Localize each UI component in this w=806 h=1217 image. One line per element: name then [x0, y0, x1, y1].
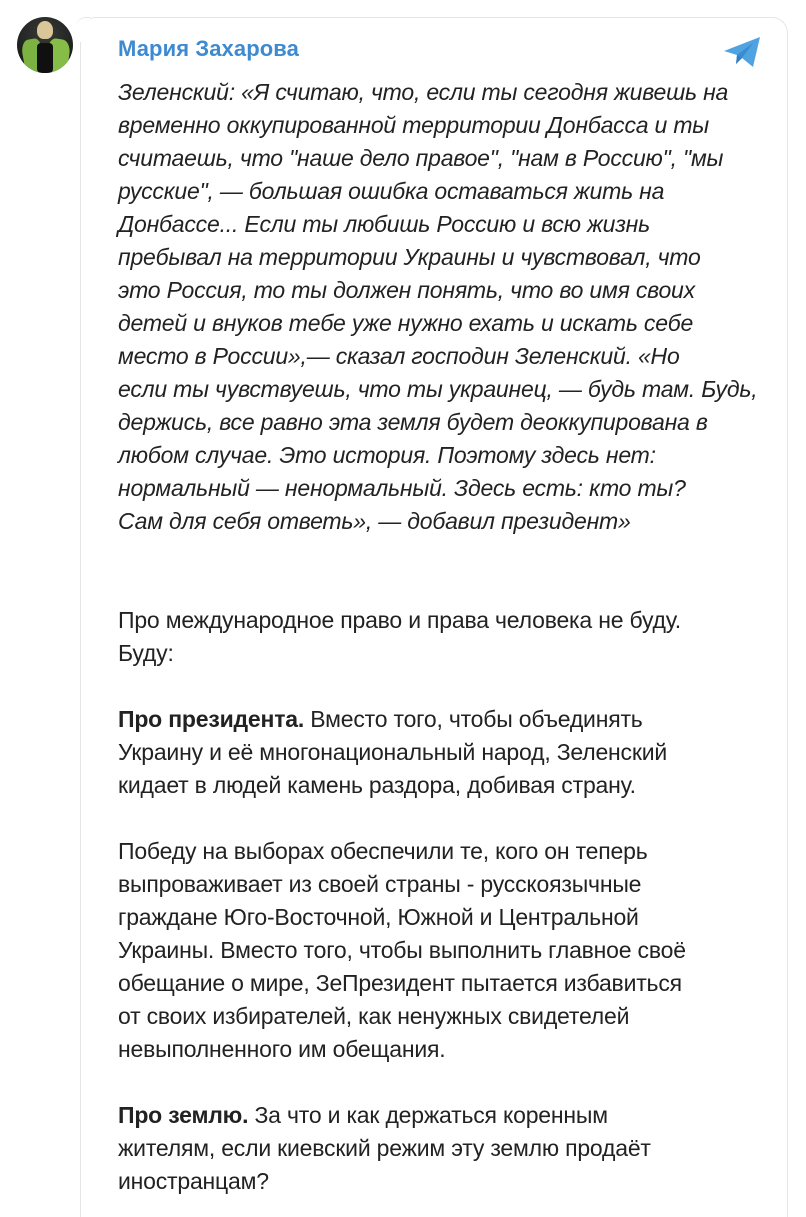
land-paragraph — [118, 1099, 778, 1198]
text-line: Про международное право и права человека не буду. — [118, 607, 681, 633]
spacer — [118, 802, 778, 835]
text-line: иностранцам? — [118, 1168, 269, 1194]
text-line: от своих избирателей, как ненужных свидетелей — [118, 1003, 630, 1029]
election-paragraph — [118, 835, 778, 1066]
text-fragment: За что и как держаться коренным — [248, 1102, 608, 1128]
text-fragment: Вместо того, чтобы объединять — [304, 706, 643, 732]
author-name-link[interactable]: Мария Захарова — [118, 36, 299, 61]
text-line: Победу на выборах обеспечили те, кого он теперь — [118, 838, 648, 864]
president-paragraph — [118, 703, 778, 802]
quote-line: Донбассе... Если ты любишь Россию и всю жизнь — [118, 211, 651, 237]
quote-line: это Россия, то ты должен понять, что во имя своих — [118, 277, 695, 303]
text-line: невыполненного им обещания. — [118, 1036, 446, 1062]
quote-line: Зеленский: «Я считаю, что, если ты сегодня живешь на — [118, 79, 729, 105]
zelensky-quote — [118, 76, 778, 538]
text-line — [118, 703, 778, 736]
quote-line: пребывал на территории Украины и чувствовал, что — [118, 244, 701, 270]
intro-paragraph — [118, 604, 778, 670]
author-avatar[interactable] — [17, 17, 73, 73]
quote-line: считаешь, что "наше дело правое", "нам в Россию", "мы — [118, 145, 724, 171]
quote-line: детей и внуков тебе уже нужно ехать и искать себе — [118, 310, 694, 336]
spacer — [118, 1066, 778, 1099]
text-line — [118, 1099, 778, 1132]
text-line: Буду: — [118, 640, 174, 666]
card-bubble-notch — [76, 17, 90, 42]
quote-line: Сам для себя ответь», — добавил президент» — [118, 508, 631, 534]
text-line: выпроваживает из своей страны - русскоязычные — [118, 871, 642, 897]
text-line: граждане Юго-Восточной, Южной и Центральной — [118, 904, 639, 930]
quote-line: временно оккупированной территории Донбасса и ты — [118, 112, 710, 138]
text-line: Украины. Вместо того, чтобы выполнить главное своё — [118, 937, 686, 963]
spacer — [118, 538, 778, 604]
section-heading: Про президента. — [118, 706, 305, 732]
quote-line: любом случае. Это история. Поэтому здесь нет: — [118, 442, 656, 468]
telegram-icon[interactable] — [722, 35, 762, 69]
quote-line: место в России»,— сказал господин Зеленский. «Но — [118, 343, 680, 369]
quote-line: если ты чувствуешь, что ты украинец, — будь там. Будь, — [118, 376, 758, 402]
quote-line: русские", — большая ошибка оставаться жить на — [118, 178, 665, 204]
section-heading: Про землю. — [118, 1102, 249, 1128]
avatar-hair — [37, 21, 53, 39]
text-line: кидает в людей камень раздора, добивая страну. — [118, 772, 636, 798]
text-line: обещание о мире, ЗеПрезидент пытается избавиться — [118, 970, 682, 996]
quote-line: нормальный — ненормальный. Здесь есть: кто ты? — [118, 475, 686, 501]
text-line: жителям, если киевский режим эту землю продаёт — [118, 1135, 651, 1161]
post-body — [118, 76, 778, 1198]
spacer — [118, 670, 778, 703]
avatar-top — [37, 43, 53, 73]
quote-line: держись, все равно эта земля будет деоккупирована в — [118, 409, 708, 435]
text-line: Украину и её многонациональный народ, Зеленский — [118, 739, 667, 765]
